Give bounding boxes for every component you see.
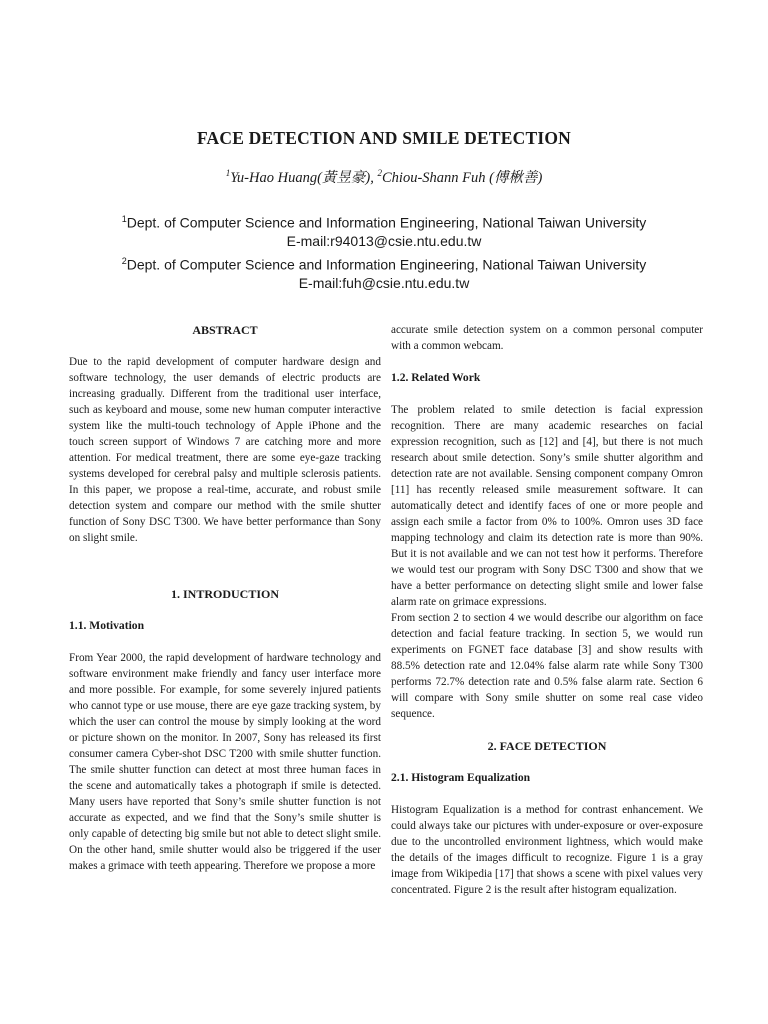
affiliation-1-dept: Dept. of Computer Science and Information Engineering, National Taiwan University: [126, 214, 647, 231]
affiliation-2-superscript: 2: [121, 256, 127, 266]
author-2-superscript: 2: [377, 168, 382, 179]
affiliation-2: [0, 252, 768, 292]
left-column: [69, 322, 381, 874]
histogram-equalization-paragraph: Histogram Equalization is a method for contrast enhancement. We could always take our pictures with under-exposure or over-exposure due to the uncontrolled environment lightness, which would make the details of the images difficult to recognize. Figure 1 is a gray image from Wikipedia [17] that shows a scene with pixel values very concentrated. Figure 2 is the result after histogram equalization.: [391, 804, 703, 896]
related-work-paragraph: The problem related to smile detection is facial expression recognition. There are many academic researches on facial expression recognition, such as [12] and [4], but there is not much research about smile detection. Sony’s smile shutter algorithm and detection rate are not available. Sensing component company Omron [11] has recently released smile measurement software. It can automatically detect and identify faces of one or more people and assign each smile a factor from 0% to 100%. Omron uses 3D face mapping technology and claim its detection rate is more than 90%. But it is not available and we can not test how it performs. Therefore we would test our program with Sony DSC T300 and show that we have a better performance on detecting slight smile and lower false alarm rate on grimace expressions.: [391, 404, 703, 608]
author-line: [0, 166, 768, 187]
introduction-heading: 1. INTRODUCTION: [170, 587, 279, 601]
face-detection-heading: 2. FACE DETECTION: [487, 739, 607, 753]
abstract-heading: ABSTRACT: [192, 323, 258, 337]
paper-title: FACE DETECTION AND SMILE DETECTION: [196, 128, 572, 148]
histogram-equalization-heading: 2.1. Histogram Equalization: [391, 771, 531, 784]
continued-paragraph: accurate smile detection system on a common personal computer with a common webcam.: [391, 324, 703, 352]
section-overview-paragraph: From section 2 to section 4 we would describe our algorithm on face detection and facial feature tracking. In section 5, we would run experiments on FGNET face database [3] and show results with 88.5% detection rate and 12.04% false alarm rate while Sony T300 performs 72.7% detection rate and 0.5% false alarm rate. Section 6 will compare with Sony smile shutter on some real case video sequence.: [391, 612, 703, 720]
motivation-heading: 1.1. Motivation: [69, 619, 145, 632]
author-1-name: Yu-Hao Huang(黃昱豪),: [230, 170, 374, 186]
author-2-name: Chiou-Shann Fuh (傅楸善): [382, 170, 543, 186]
affiliation-1-email: E-mail:r94013@csie.ntu.edu.tw: [286, 232, 482, 249]
motivation-paragraph: From Year 2000, the rapid development of hardware technology and software environment make friendly and fancy user interface more and more possible. For example, for some severely injured patients who cannot type or use mouse, there are eye gaze tracking system, by which the user can control the mouse by simply looking at the word or picture shown on the monitor. In 2007, Sony has released its first consumer camera Cyber-shot DSC T200 with smile shutter function. The smile shutter function can detect at most three human faces in the scene and automatically takes a photograph if smile is detected. Many users have reported that Sony’s smile shutter function is not accurate as expected, and we find that the Sony’s smile shutter is only capable of detecting big smile but not able to detect slight smile. On the other hand, smile shutter would also be triggered if the user makes a grimace with teeth appearing. Therefore we propose a more: [69, 652, 381, 872]
affiliation-1: [0, 210, 768, 250]
author-1-superscript: 1: [225, 168, 231, 179]
related-work-heading: 1.2. Related Work: [391, 371, 481, 384]
right-column: [391, 322, 703, 898]
affiliation-2-dept: Dept. of Computer Science and Information Engineering, National Taiwan University: [126, 256, 647, 273]
affiliation-2-email: E-mail:fuh@csie.ntu.edu.tw: [298, 274, 470, 291]
affiliation-1-superscript: 1: [121, 214, 127, 224]
abstract-paragraph: Due to the rapid development of computer hardware design and software technology, the user demands of electric products are increasing gradually. Different from the traditional user interface, such as keyboard and mouse, some new human computer interactive system like the multi-touch technology of Apple iPhone and the touch screen support of Windows 7 are catching more and more attention. For medical treatment, there are some eye-gaze tracking systems developed for cerebral palsy and multiple sclerosis patients. In this paper, we propose a real-time, accurate, and robust smile detection system and compare our method with the smile shutter function of Sony DSC T300. We have better performance than Sony on slight smile.: [69, 356, 381, 544]
